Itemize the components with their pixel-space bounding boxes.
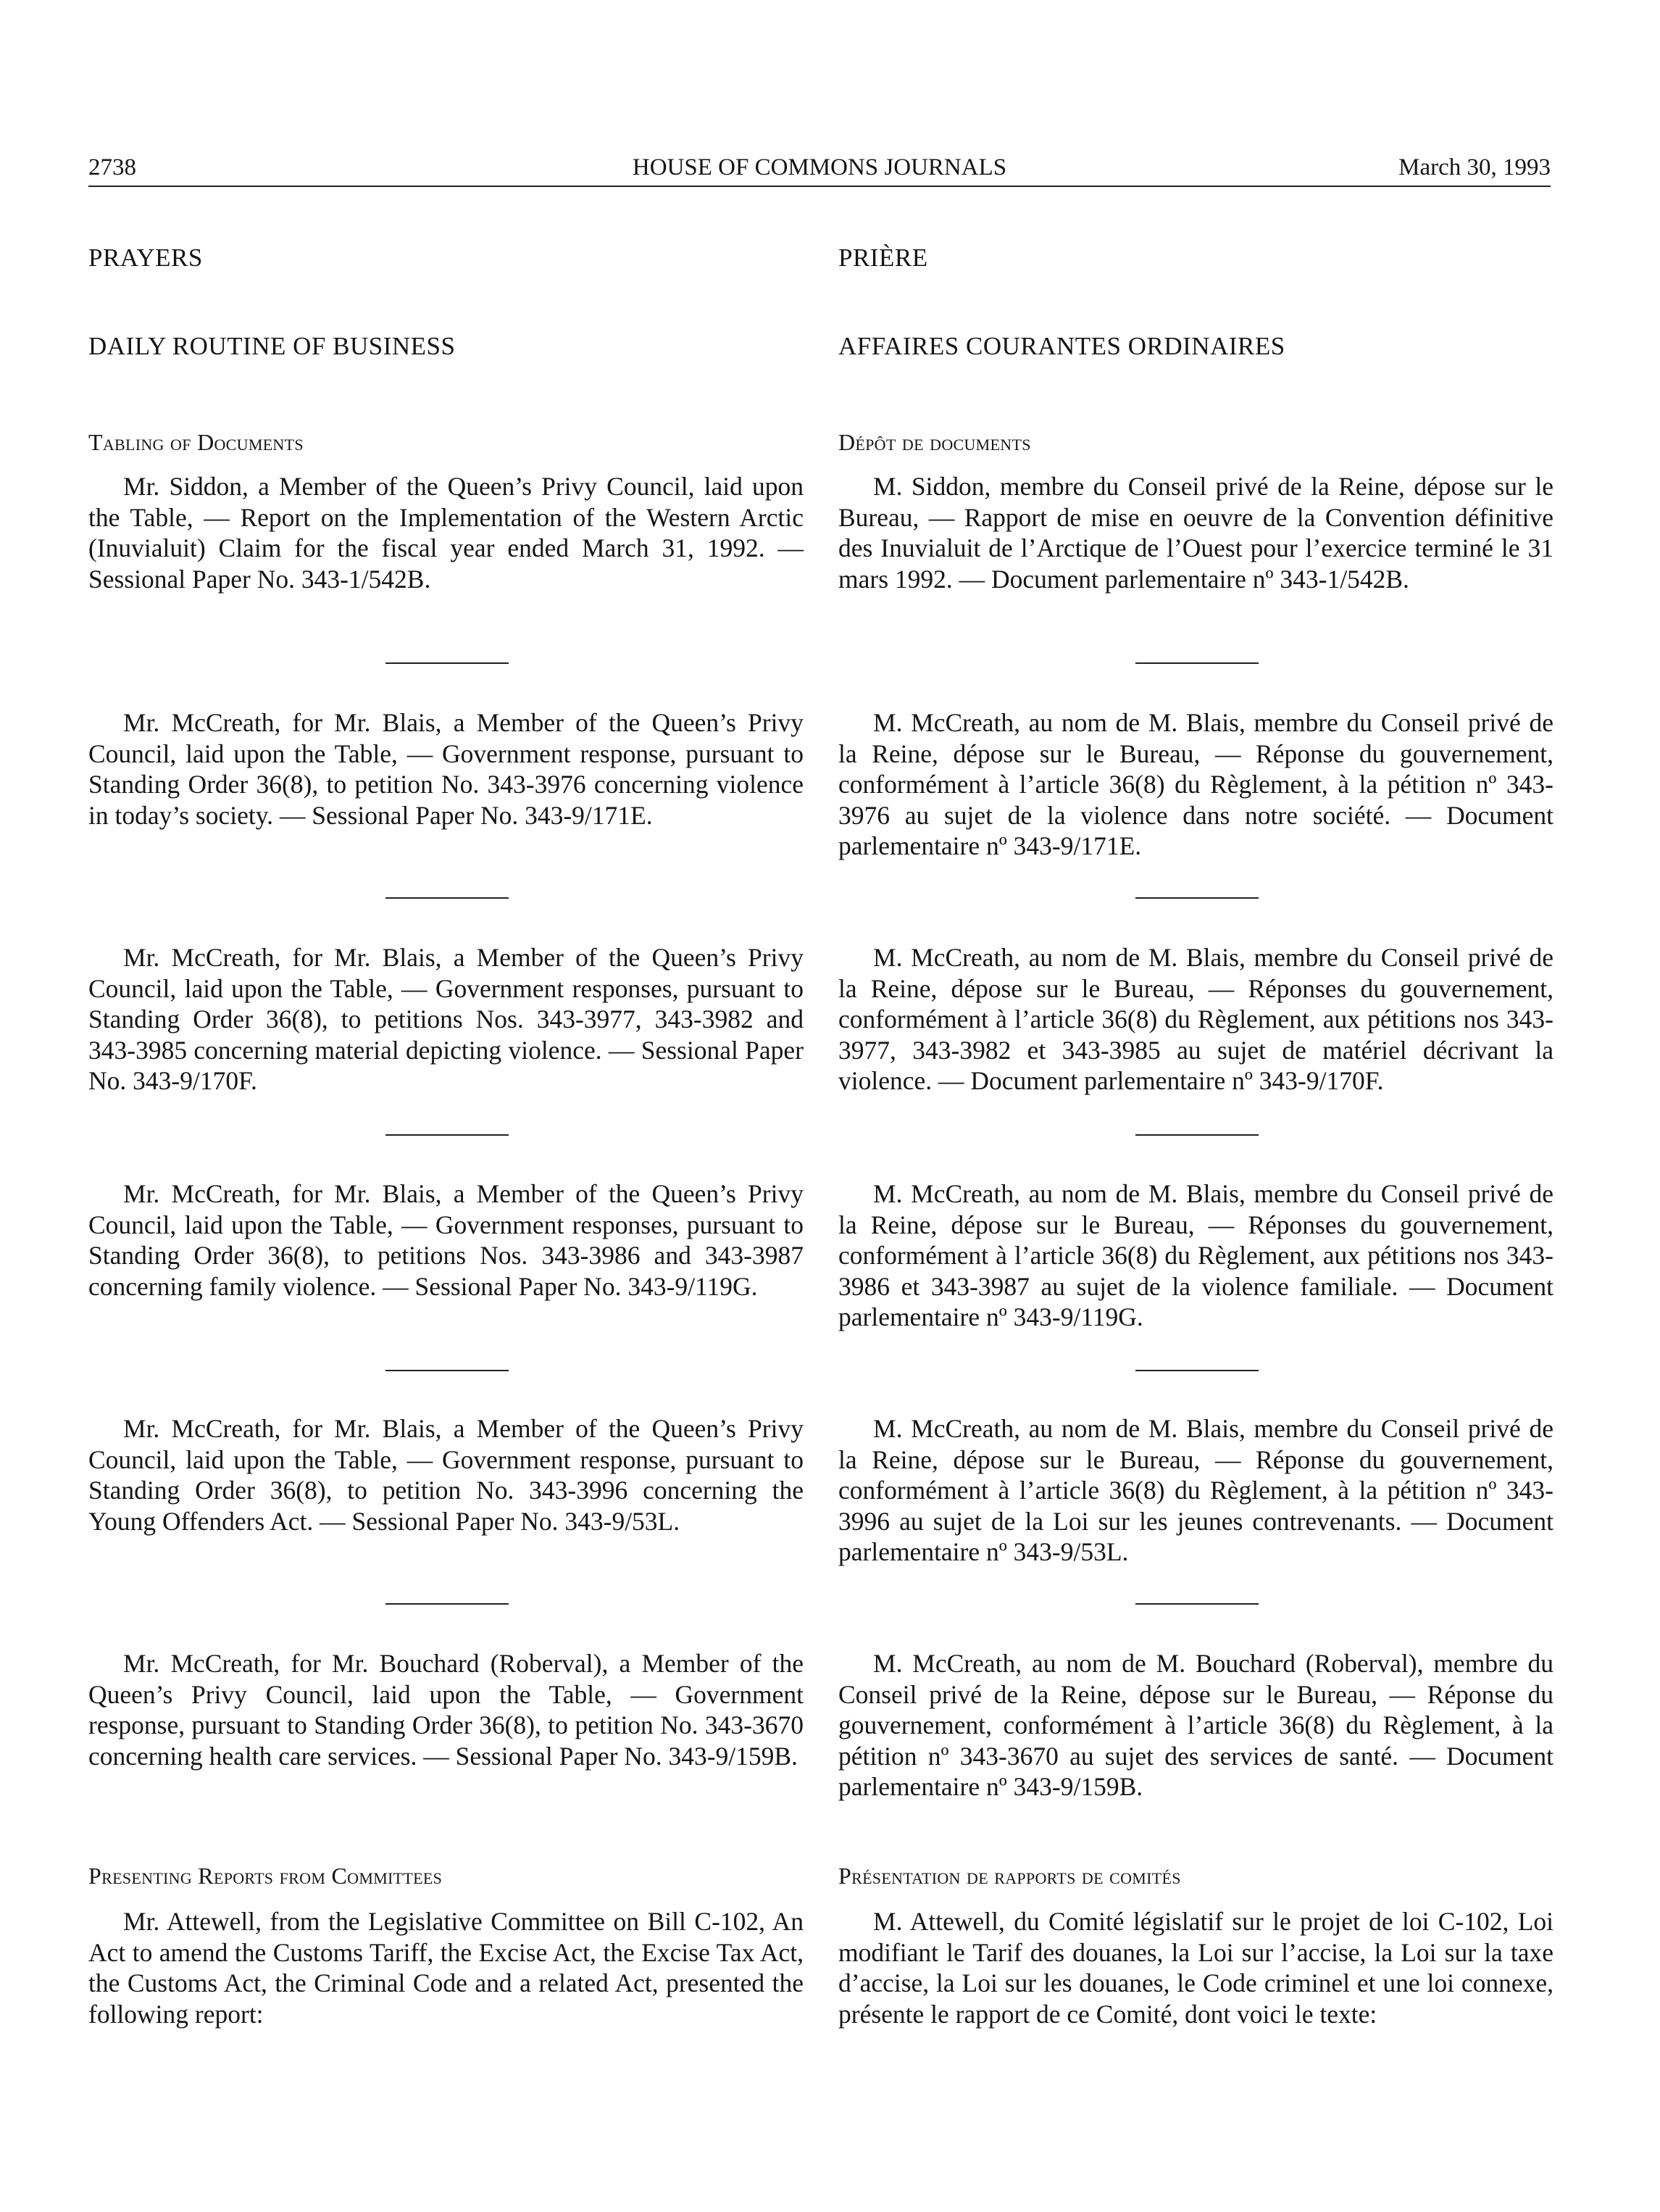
separator-rule — [1135, 1603, 1259, 1605]
separator-rule — [1135, 897, 1259, 899]
separator-rule — [1135, 662, 1259, 664]
tabling-heading: Tabling of Documents — [88, 429, 304, 455]
paragraph: Mr. McCreath, for Mr. Blais, a Member of the Queen’s Privy Council, laid upon the Table, — Government responses, pursuant to Standing Order 36(8), to petitions Nos. 343-3977, 343-3982 and 343-3985 concerning material depicting violence. — Sessional Paper No. 343-9/170F. — [88, 943, 804, 1095]
paragraph-fr: M. Attewell, du Comité législatif sur le projet de loi C-102, Loi modifiant le Tarif des douanes, la Loi sur l’accise, la Loi sur la taxe d’accise, la Loi sur les douanes, le Code criminel et une loi connexe, présente le rapport de ce Comité, dont voici le texte: — [838, 1907, 1553, 2029]
paragraph-fr: M. McCreath, au nom de M. Blais, membre du Conseil privé de la Reine, dépose sur le Bureau, — Réponse du gouvernement, conformément à l’article 36(8) du Règlement, à la pétition nº 343-3976 au sujet de la violence dans notre société. — Document parlementaire nº 343-9/171E. — [838, 708, 1553, 860]
paragraph: Mr. McCreath, for Mr. Blais, a Member of the Queen’s Privy Council, laid upon the Table, — Government response, pursuant to Standing Order 36(8), to petition No. 343-3976 concerning violence in today’s society. — Sessional Paper No. 343-9/171E. — [88, 708, 804, 830]
routine-heading: DAILY ROUTINE OF BUSINESS — [88, 332, 456, 360]
paragraph-fr: M. McCreath, au nom de M. Blais, membre du Conseil privé de la Reine, dépose sur le Bureau, — Réponses du gouvernement, conformément à l’article 36(8) du Règlement, aux pétitions nos 343-3986 et 343-3987 au sujet de la violence familiale. — Document parlementaire nº 343-9/119G. — [838, 1179, 1553, 1331]
paragraph-fr: M. McCreath, au nom de M. Bouchard (Roberval), membre du Conseil privé de la Reine, dépose sur le Bureau, — Réponse du gouvernement, conformément à l’article 36(8) du Règlement, à la pétition nº 343-3670 au sujet des services de santé. — Document parlementaire nº 343-9/159B. — [838, 1649, 1553, 1801]
paragraph-fr: M. McCreath, au nom de M. Blais, membre du Conseil privé de la Reine, dépose sur le Bureau, — Réponses du gouvernement, conformément à l’article 36(8) du Règlement, aux pétitions nos 343-3977, 343-3982 et 343-3985 au sujet de matériel décrivant la violence. — Document parlementaire nº 343-9/170F. — [838, 943, 1553, 1095]
separator-rule — [385, 1134, 509, 1136]
paragraph: Mr. McCreath, for Mr. Blais, a Member of the Queen’s Privy Council, laid upon the Table, — Government responses, pursuant to Standing Order 36(8), to petitions Nos. 343-3986 and 343-3987 concerning family violence. — Sessional Paper No. 343-9/119G. — [88, 1179, 804, 1301]
paragraph-fr: M. McCreath, au nom de M. Blais, membre du Conseil privé de la Reine, dépose sur le Bureau, — Réponse du gouvernement, conformément à l’article 36(8) du Règlement, à la pétition nº 343-3996 au sujet de la Loi sur les jeunes contrevenants. — Document parlementaire nº 343-9/53L. — [838, 1414, 1553, 1566]
prayers-heading-fr: PRIÈRE — [838, 244, 928, 272]
paragraph: Mr. Siddon, a Member of the Queen’s Privy Council, laid upon the Table, — Report on the Implementation of the Western Arctic (Inuvialuit) Claim for the fiscal year ended March 31, 1992. — Sessional Paper No. 343-1/542B. — [88, 472, 804, 594]
separator-rule — [1135, 1370, 1259, 1371]
separator-rule — [385, 1603, 509, 1605]
separator-rule — [385, 662, 509, 664]
tabling-heading-fr: Dépôt de documents — [838, 429, 1031, 455]
separator-rule — [385, 897, 509, 899]
paragraph: Mr. Attewell, from the Legislative Committee on Bill C-102, An Act to amend the Customs Tariff, the Excise Act, the Excise Tax Act, the Customs Act, the Criminal Code and a related Act, presented the following report: — [88, 1907, 804, 2029]
running-header — [88, 149, 1551, 187]
journal-date: March 30, 1993 — [1398, 154, 1551, 180]
committees-heading: Presenting Reports from Committees — [88, 1863, 443, 1889]
separator-rule — [1135, 1134, 1259, 1136]
routine-heading-fr: AFFAIRES COURANTES ORDINAIRES — [838, 332, 1285, 360]
paragraph: Mr. McCreath, for Mr. Bouchard (Roberval), a Member of the Queen’s Privy Council, laid upon the Table, — Government response, pursuant to Standing Order 36(8), to petition No. 343-3670 concerning health care services. — Sessional Paper No. 343-9/159B. — [88, 1649, 804, 1771]
page-number: 2738 — [88, 154, 136, 180]
committees-heading-fr: Présentation de rapports de comités — [838, 1863, 1181, 1889]
prayers-heading: PRAYERS — [88, 244, 203, 272]
journal-title: HOUSE OF COMMONS JOURNALS — [632, 154, 1007, 180]
separator-rule — [385, 1370, 509, 1371]
paragraph: Mr. McCreath, for Mr. Blais, a Member of the Queen’s Privy Council, laid upon the Table, — Government response, pursuant to Standing Order 36(8), to petition No. 343-3996 concerning the Young Offenders Act. — Sessional Paper No. 343-9/53L. — [88, 1414, 804, 1536]
paragraph-fr: M. Siddon, membre du Conseil privé de la Reine, dépose sur le Bureau, — Rapport de mise en oeuvre de la Convention définitive des Inuvialuit de l’Arctique de l’Ouest pour l’exercice terminé le 31 mars 1992. — Document parlementaire nº 343-1/542B. — [838, 472, 1553, 594]
